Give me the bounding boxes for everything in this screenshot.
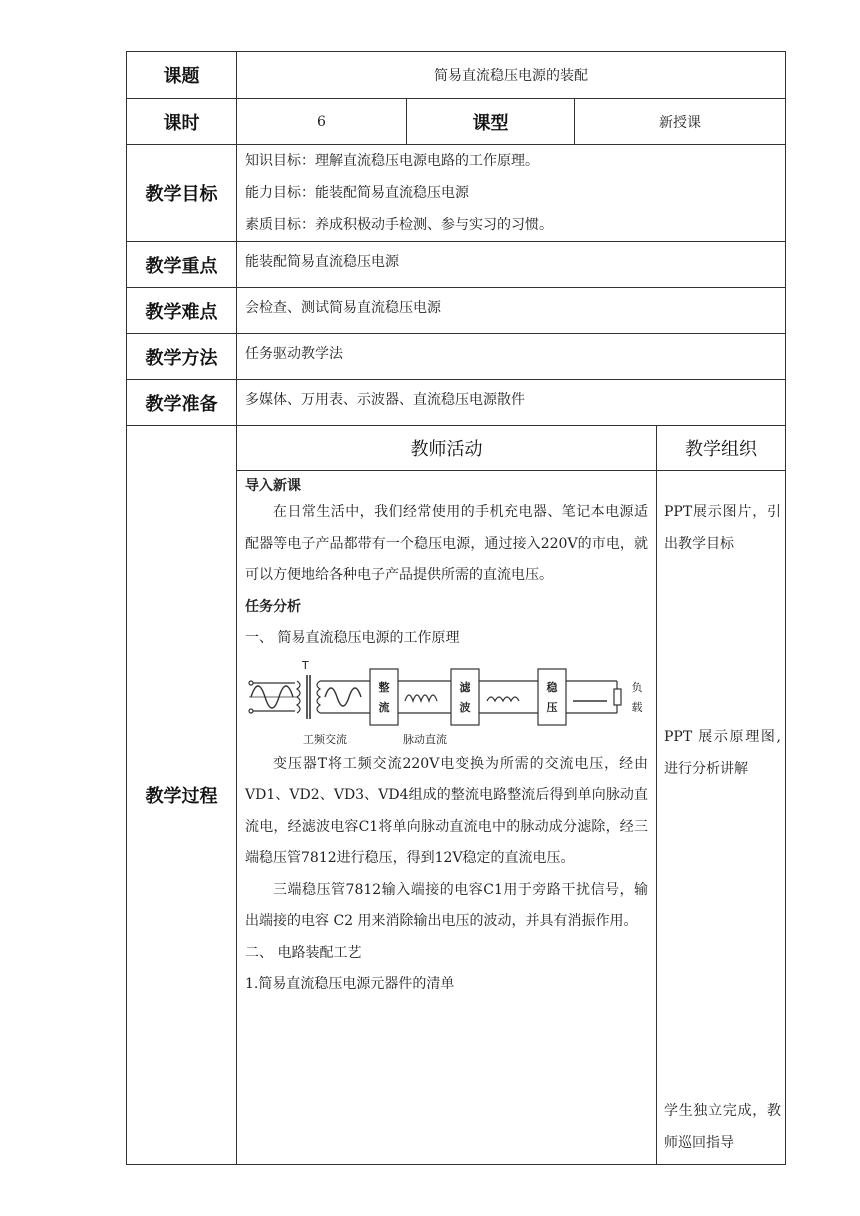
key-label: 教学重点: [127, 242, 237, 288]
row-goals: [127, 145, 786, 242]
caption-ac: 工频交流: [303, 732, 347, 746]
type-value: 新授课: [575, 99, 786, 145]
principle-paragraph: 变压器T将工频交流220V电变换为所需的交流电压，经由VD1、VD2、VD3、VD4组成的整流电路整流后得到单向脉动直流电，经滤波电容C1将单向脉动直流电中的脉动成分滤除，经三端稳压管7812进行稳压，得到12V稳定的直流电压。: [245, 755, 648, 866]
row-prep: [127, 380, 786, 426]
rectifier-label-2: 流: [378, 700, 390, 714]
difficulty-value: 会检查、测试简易直流稳压电源: [237, 288, 786, 334]
intro-text: 在日常生活中，我们经常使用的手机充电器、笔记本电源适配器等电子产品都带有一个稳压电源，通过接入220V的市电，就可以方便地给各种电子产品提供所需的直流电压。: [245, 504, 648, 583]
org-intro: PPT展示图片，引出教学目标: [664, 504, 781, 552]
load-label-2: 载: [631, 700, 643, 714]
intro-heading: 导入新课: [245, 478, 301, 494]
row-difficulty: [127, 288, 786, 334]
org-header: 教学组织: [657, 426, 786, 471]
row-key: [127, 242, 786, 288]
hours-value: 6: [237, 99, 407, 145]
goal-ability: 能力目标：能装配简易直流稳压电源: [245, 185, 469, 201]
activity-header: 教师活动: [237, 426, 657, 471]
filter-label-1: 滤: [459, 680, 471, 694]
goal-knowledge: 知识目标：理解直流稳压电源电路的工作原理。: [245, 153, 539, 169]
caption-pulse: 脉动直流: [403, 732, 447, 746]
topic-label: 课题: [127, 52, 237, 99]
row-method: [127, 334, 786, 380]
lesson-plan-table: [126, 51, 786, 1165]
org-principle: PPT 展示原理图,进行分析讲解: [664, 729, 781, 777]
power-supply-block-diagram: [245, 657, 645, 749]
org-practice: 学生独立完成，教师巡回指导: [664, 1103, 781, 1151]
row-process-head: [127, 426, 786, 471]
load-label-1: 负: [631, 680, 643, 694]
method-label: 教学方法: [127, 334, 237, 380]
task-heading: 任务分析: [245, 598, 301, 615]
components-list-title: 1.简易直流稳压电源元器件的清单: [245, 976, 455, 992]
difficulty-label: 教学难点: [127, 288, 237, 334]
goals-list: [237, 145, 786, 242]
transformer-label: T: [302, 658, 309, 672]
regulator-label-2: 压: [546, 700, 558, 714]
teaching-organization: [657, 471, 786, 1165]
prep-value: 多媒体、万用表、示波器、直流稳压电源散件: [237, 380, 786, 426]
row-topic: [127, 52, 786, 99]
hours-label: 课时: [127, 99, 237, 145]
prep-label: 教学准备: [127, 380, 237, 426]
section-1-title: 一、 简易直流稳压电源的工作原理: [245, 630, 460, 646]
section-2-title: 二、 电路装配工艺: [245, 944, 362, 961]
rectifier-label-1: 整: [378, 680, 390, 694]
process-label: 教学过程: [127, 426, 237, 1165]
type-label: 课型: [407, 99, 575, 145]
goals-label: 教学目标: [127, 145, 237, 242]
topic-value: 简易直流稳压电源的装配: [237, 52, 786, 99]
method-value: 任务驱动教学法: [237, 334, 786, 380]
goal-quality: 素质目标：养成积极动手检测、参与实习的习惯。: [245, 217, 553, 233]
capacitor-paragraph: 三端稳压管7812输入端接的电容C1用于旁路干扰信号，输出端接的电容 C2 用来消除输出电压的波动，并具有消振作用。: [245, 881, 648, 929]
teacher-activity: [237, 471, 657, 1165]
row-hours: [127, 99, 786, 145]
filter-label-2: 波: [459, 700, 471, 714]
regulator-label-1: 稳: [546, 680, 558, 694]
key-value: 能装配简易直流稳压电源: [237, 242, 786, 288]
